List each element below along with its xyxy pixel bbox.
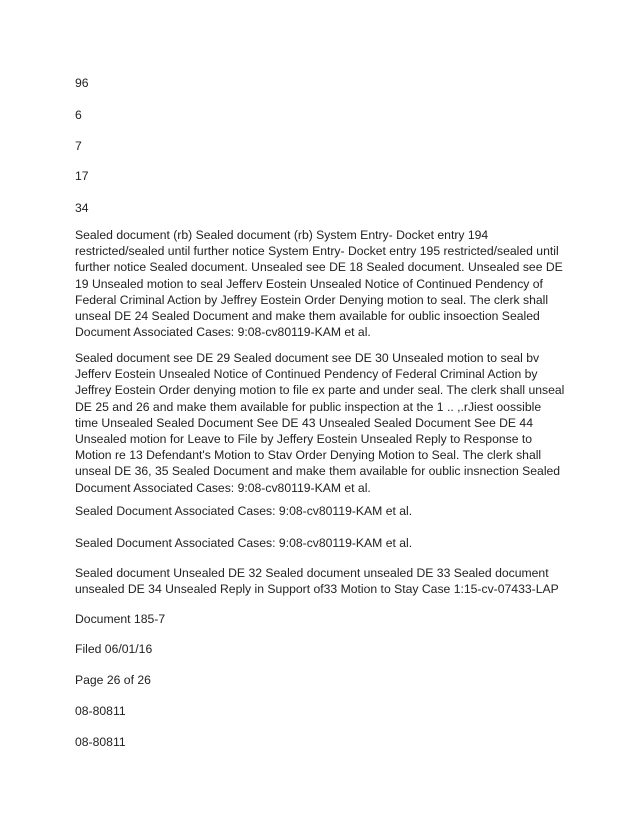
number-line: 6 [75, 108, 82, 122]
number-line: 17 [75, 169, 89, 183]
case-number: 08-80811 [75, 735, 126, 749]
docket-paragraph: Sealed document Unsealed DE 32 Sealed document unsealed DE 33 Sealed document unsealed DE 34 Unsealed Reply in Support of33 Motion to Stay Case 1:15-cv-07433-LAP [75, 566, 559, 597]
docket-paragraph: Sealed Document Associated Cases: 9:08-cv80119-KAM et al. [75, 504, 413, 518]
number-line: 96 [75, 76, 89, 90]
docket-paragraph: Sealed document see DE 29 Sealed document see DE 30 Unsealed motion to seal bv Jefferv Eostein Unsealed Notice of Continued Pendency of Federal Criminal Action by Jeffrey Eostein Order denying motion to file ex parte and under seal. The clerk shall unseal DE 25 and 26 and make them available for public inspection at the 1 .. ,.rJiest oossible time Unsealed Sealed Document See DE 43 Unsealed Sealed Document See DE 44 Unsealed motion for Leave to File by Jeffery Eostein Unsealed Reply to Response to Motion re 13 Defendant's Motion to Stav Order Denying Motion to Seal. The clerk shall unseal DE 36, 35 Sealed Document and make them available for oublic insnection Sealed Document Associated Cases: 9:08-cv80119-KAM et al. [75, 351, 565, 495]
filed-date: Filed 06/01/16 [75, 642, 153, 656]
docket-paragraph: Sealed Document Associated Cases: 9:08-cv80119-KAM et al. [75, 536, 413, 550]
case-number: 08-80811 [75, 704, 126, 718]
document-number: Document 185-7 [75, 612, 166, 626]
number-line: 34 [75, 201, 89, 215]
docket-paragraph: Sealed document (rb) Sealed document (rb) System Entry- Docket entry 194 restricted/sealed until further notice System Entry- Docket entry 195 restricted/sealed until further notice Sealed document. Unsealed see DE 18 Sealed document. Unsealed see DE 19 Unsealed motion to seal Jefferv Eostein Unsealed Notice of Continued Pendency of Federal Criminal Action by Jeffrey Eostein Order Denying motion to seal. The clerk shall unseal DE 24 Sealed Document and make them available for oublic insoection Sealed Document Associated Cases: 9:08-cv80119-KAM et al. [75, 228, 563, 340]
number-line: 7 [75, 139, 82, 153]
page-indicator: Page 26 of 26 [75, 673, 151, 687]
